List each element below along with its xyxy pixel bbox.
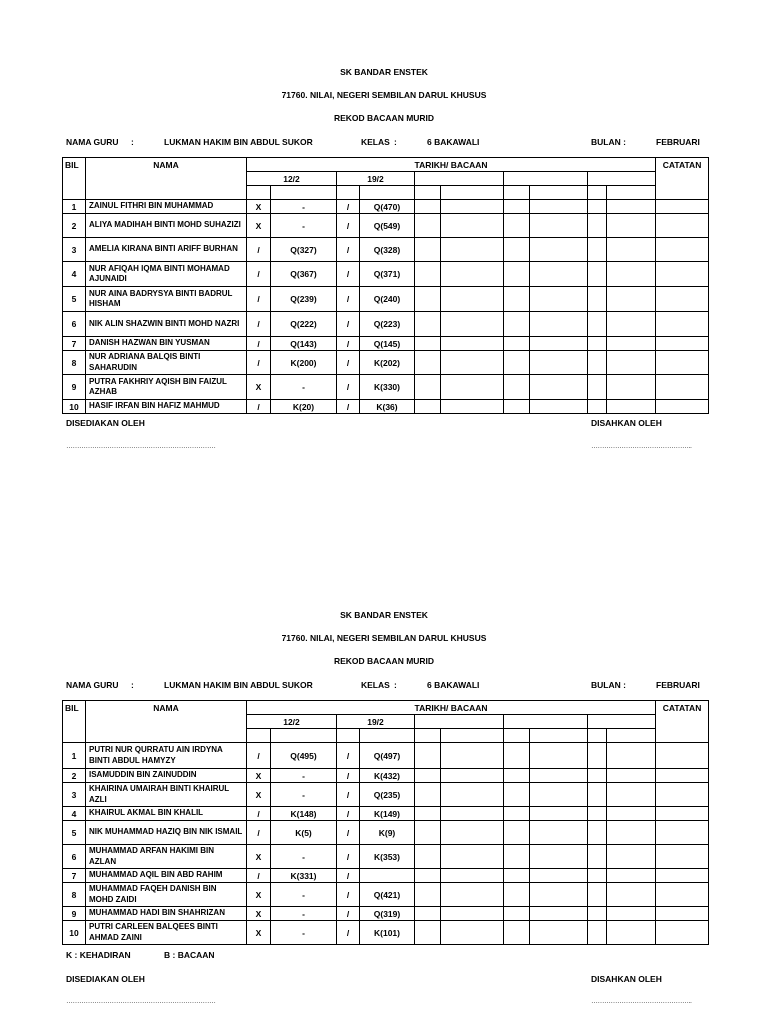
attendance-date-1: / [247,287,271,312]
empty-cell [530,883,588,907]
student-name: PUTRA FAKHRIY AQISH BIN FAIZUL AZHAB [86,375,247,400]
empty-cell [415,869,441,883]
school-name: SK BANDAR ENSTEK [340,67,428,77]
class-colon: : [394,137,397,147]
legend-kehadiran: K : KEHADIRAN [66,950,131,960]
student-name: MUHAMMAD FAQEH DANISH BIN MOHD ZAIDI [86,883,247,907]
legend-bacaan: B : BACAAN [164,950,215,960]
student-name: HASIF IRFAN BIN HAFIZ MAHMUD [86,400,247,414]
attendance-date-1: / [247,869,271,883]
empty-cell [504,783,530,807]
empty-cell [607,821,656,845]
month-label: BULAN : [591,137,626,147]
student-name: NUR AFIQAH IQMA BINTI MOHAMAD AJUNAIDI [86,262,247,287]
student-name: PUTRI NUR QURRATU AIN IRDYNA BINTI ABDUL HAMYZY [86,743,247,769]
col-header-catatan: CATATAN [656,701,709,715]
reading-date-2: K(353) [360,845,415,869]
reading-date-2: Q(421) [360,883,415,907]
remarks-cell [656,807,709,821]
reading-date-1: K(200) [271,351,337,375]
attendance-date-2: / [337,883,360,907]
student-name: PUTRI CARLEEN BALQEES BINTI AHMAD ZAINI [86,921,247,945]
attendance-date-2: / [337,375,360,400]
empty-cell [588,869,607,883]
class-value: 6 BAKAWALI [427,137,480,147]
empty-cell [441,783,504,807]
empty-cell [530,869,588,883]
reading-date-1: - [271,783,337,807]
teacher-colon: : [131,680,134,690]
empty-cell [441,821,504,845]
reading-date-1: Q(327) [271,238,337,262]
empty-cell [607,883,656,907]
reading-date-1: Q(367) [271,262,337,287]
empty-cell [441,883,504,907]
row-number: 8 [63,883,86,907]
empty-cell [588,769,607,783]
reading-date-1: K(331) [271,869,337,883]
empty-cell [415,845,441,869]
date-header-1: 12/2 [247,172,337,186]
date-header-2: 19/2 [337,172,415,186]
reading-date-2: Q(497) [360,743,415,769]
empty-cell [588,783,607,807]
empty-cell [504,845,530,869]
empty-cell [607,783,656,807]
sheet-title: REKOD BACAAN MURID [333,113,435,123]
empty-cell [504,743,530,769]
attendance-date-1: X [247,907,271,921]
row-number: 6 [63,845,86,869]
row-number: 10 [63,400,86,414]
attendance-date-1: / [247,351,271,375]
attendance-date-2: / [337,337,360,351]
row-number: 2 [63,769,86,783]
reading-date-2: Q(223) [360,312,415,337]
reading-date-2: Q(240) [360,287,415,312]
row-number: 5 [63,821,86,845]
col-header-bil: BIL [63,158,86,172]
student-name: MUHAMMAD ARFAN HAKIMI BIN AZLAN [86,845,247,869]
empty-cell [441,743,504,769]
table-row [63,821,709,845]
approved-by-label: DISAHKAN OLEH [591,418,662,428]
row-number: 7 [63,337,86,351]
reading-date-1: Q(143) [271,337,337,351]
empty-cell [530,845,588,869]
table-row [63,921,709,945]
student-name: ALIYA MADIHAH BINTI MOHD SUHAZIZI [86,214,247,238]
remarks-cell [656,907,709,921]
student-name: DANISH HAZWAN BIN YUSMAN [86,337,247,351]
date-header-1: 12/2 [247,715,337,729]
col-header-nama: NAMA [86,158,247,172]
attendance-date-1: / [247,807,271,821]
attendance-date-2: / [337,845,360,869]
table-row [63,869,709,883]
empty-cell [504,769,530,783]
attendance-date-1: X [247,783,271,807]
reading-date-2: Q(235) [360,783,415,807]
reading-date-2: Q(145) [360,337,415,351]
empty-cell [441,769,504,783]
col-header-nama: NAMA [86,701,247,715]
attendance-date-2: / [337,907,360,921]
attendance-date-1: / [247,238,271,262]
attendance-date-1: X [247,921,271,945]
student-name: MUHAMMAD AQIL BIN ABD RAHIM [86,869,247,883]
student-name: KHAIRINA UMAIRAH BINTI KHAIRUL AZLI [86,783,247,807]
reading-date-2: Q(549) [360,214,415,238]
teacher-label: NAMA GURU [66,680,119,690]
table-row [63,743,709,769]
table-row [63,883,709,907]
empty-cell [530,769,588,783]
reading-date-1: K(5) [271,821,337,845]
empty-cell [415,769,441,783]
remarks-cell [656,783,709,807]
empty-cell [504,869,530,883]
remarks-cell [656,821,709,845]
remarks-cell [656,743,709,769]
attendance-date-1: / [247,743,271,769]
empty-cell [607,769,656,783]
empty-cell [607,869,656,883]
empty-cell [607,907,656,921]
empty-cell [588,821,607,845]
attendance-date-1: X [247,883,271,907]
prepared-by-label: DISEDIAKAN OLEH [66,418,145,428]
student-name: NIK MUHAMMAD HAZIQ BIN NIK ISMAIL [86,821,247,845]
reading-date-1: - [271,883,337,907]
reading-date-2: K(149) [360,807,415,821]
teacher-label: NAMA GURU [66,137,119,147]
attendance-date-1: X [247,845,271,869]
col-header-bil: BIL [63,701,86,715]
attendance-date-2: / [337,400,360,414]
reading-date-2: K(432) [360,769,415,783]
prepared-signature-line: …………………………………………………………… [66,443,216,450]
empty-cell [441,907,504,921]
student-name: AMELIA KIRANA BINTI ARIFF BURHAN [86,238,247,262]
empty-cell [607,921,656,945]
row-number: 1 [63,743,86,769]
attendance-date-1: X [247,769,271,783]
table-row [63,845,709,869]
empty-cell [504,907,530,921]
empty-cell [504,821,530,845]
class-label: KELAS [361,680,390,690]
reading-record-table-2 [62,700,709,945]
empty-cell [504,921,530,945]
attendance-date-1: / [247,821,271,845]
empty-cell [588,907,607,921]
reading-date-2: K(101) [360,921,415,945]
empty-cell [530,783,588,807]
row-number: 6 [63,312,86,337]
table-row [63,807,709,821]
empty-cell [607,807,656,821]
attendance-date-2: / [337,807,360,821]
row-number: 1 [63,200,86,214]
teacher-name: LUKMAN HAKIM BIN ABDUL SUKOR [164,680,313,690]
empty-cell [415,907,441,921]
approved-signature-line: ……………………………………….. [591,443,692,450]
attendance-date-2: / [337,287,360,312]
reading-date-1: - [271,845,337,869]
reading-date-1: - [271,200,337,214]
row-number: 4 [63,262,86,287]
row-number: 4 [63,807,86,821]
table-row [63,783,709,807]
student-name: ISAMUDDIN BIN ZAINUDDIN [86,769,247,783]
table-row [63,907,709,921]
remarks-cell [656,845,709,869]
remarks-cell [656,921,709,945]
student-name: NUR AINA BADRYSYA BINTI BADRUL HISHAM [86,287,247,312]
student-name: ZAINUL FITHRI BIN MUHAMMAD [86,200,247,214]
reading-date-2: Q(470) [360,200,415,214]
attendance-date-1: / [247,312,271,337]
row-number: 5 [63,287,86,312]
attendance-date-2: / [337,214,360,238]
row-number: 2 [63,214,86,238]
empty-cell [441,807,504,821]
empty-cell [588,921,607,945]
empty-cell [530,743,588,769]
prepared-by-label: DISEDIAKAN OLEH [66,974,145,984]
row-number: 3 [63,783,86,807]
approved-signature-line: ……………………………………….. [591,998,692,1005]
empty-cell [607,845,656,869]
row-number: 3 [63,238,86,262]
empty-cell [415,807,441,821]
empty-cell [530,807,588,821]
attendance-date-2: / [337,783,360,807]
class-label: KELAS [361,137,390,147]
student-name: MUHAMMAD HADI BIN SHAHRIZAN [86,907,247,921]
col-header-tarikh: TARIKH/ BACAAN [247,701,656,715]
remarks-cell [656,869,709,883]
reading-date-1: - [271,214,337,238]
empty-cell [415,743,441,769]
empty-cell [504,883,530,907]
empty-cell [588,883,607,907]
teacher-colon: : [131,137,134,147]
reading-date-1: - [271,769,337,783]
student-name: NIK ALIN SHAZWIN BINTI MOHD NAZRI [86,312,247,337]
reading-date-1: Q(239) [271,287,337,312]
reading-date-1: K(148) [271,807,337,821]
table-row [63,769,709,783]
attendance-date-2: / [337,351,360,375]
reading-date-1: - [271,375,337,400]
empty-cell [530,821,588,845]
empty-cell [607,743,656,769]
empty-cell [588,743,607,769]
reading-date-1: Q(495) [271,743,337,769]
student-name: KHAIRUL AKMAL BIN KHALIL [86,807,247,821]
class-colon: : [394,680,397,690]
col-header-tarikh: TARIKH/ BACAAN [247,158,656,172]
row-number: 8 [63,351,86,375]
attendance-date-1: X [247,200,271,214]
row-number: 9 [63,907,86,921]
attendance-date-2: / [337,743,360,769]
attendance-date-2: / [337,262,360,287]
reading-date-2: K(36) [360,400,415,414]
empty-cell [530,907,588,921]
empty-cell [588,807,607,821]
attendance-date-1: X [247,375,271,400]
empty-cell [530,921,588,945]
sheet-title: REKOD BACAAN MURID [333,656,435,666]
date-header-2: 19/2 [337,715,415,729]
empty-cell [504,807,530,821]
empty-cell [415,821,441,845]
attendance-date-1: X [247,214,271,238]
attendance-date-2: / [337,312,360,337]
empty-cell [588,845,607,869]
teacher-name: LUKMAN HAKIM BIN ABDUL SUKOR [164,137,313,147]
school-address: 71760. NILAI, NEGERI SEMBILAN DARUL KHUSUS [281,633,487,643]
class-value: 6 BAKAWALI [427,680,480,690]
remarks-cell [656,883,709,907]
col-header-catatan: CATATAN [656,158,709,172]
reading-date-2: Q(319) [360,907,415,921]
remarks-cell [656,769,709,783]
student-name: NUR ADRIANA BALQIS BINTI SAHARUDIN [86,351,247,375]
attendance-date-2: / [337,921,360,945]
reading-date-2: Q(328) [360,238,415,262]
attendance-date-1: / [247,400,271,414]
month-value: FEBRUARI [656,680,700,690]
row-number: 9 [63,375,86,400]
reading-date-1: - [271,921,337,945]
empty-cell [415,921,441,945]
reading-date-1: K(20) [271,400,337,414]
school-address: 71760. NILAI, NEGERI SEMBILAN DARUL KHUSUS [281,90,487,100]
approved-by-label: DISAHKAN OLEH [591,974,662,984]
reading-date-2: K(202) [360,351,415,375]
row-number: 10 [63,921,86,945]
attendance-date-1: / [247,337,271,351]
reading-date-1: Q(222) [271,312,337,337]
school-name: SK BANDAR ENSTEK [340,610,428,620]
month-value: FEBRUARI [656,137,700,147]
attendance-date-1: / [247,262,271,287]
attendance-date-2: / [337,869,360,883]
reading-date-2: Q(371) [360,262,415,287]
empty-cell [415,783,441,807]
prepared-signature-line: …………………………………………………………… [66,998,216,1005]
empty-cell [441,921,504,945]
empty-cell [441,869,504,883]
reading-date-2: K(9) [360,821,415,845]
row-number: 7 [63,869,86,883]
attendance-date-2: / [337,769,360,783]
attendance-date-2: / [337,200,360,214]
attendance-date-2: / [337,821,360,845]
reading-date-2 [360,869,415,883]
attendance-date-2: / [337,238,360,262]
empty-cell [441,845,504,869]
reading-date-1: - [271,907,337,921]
empty-cell [415,883,441,907]
month-label: BULAN : [591,680,626,690]
reading-date-2: K(330) [360,375,415,400]
